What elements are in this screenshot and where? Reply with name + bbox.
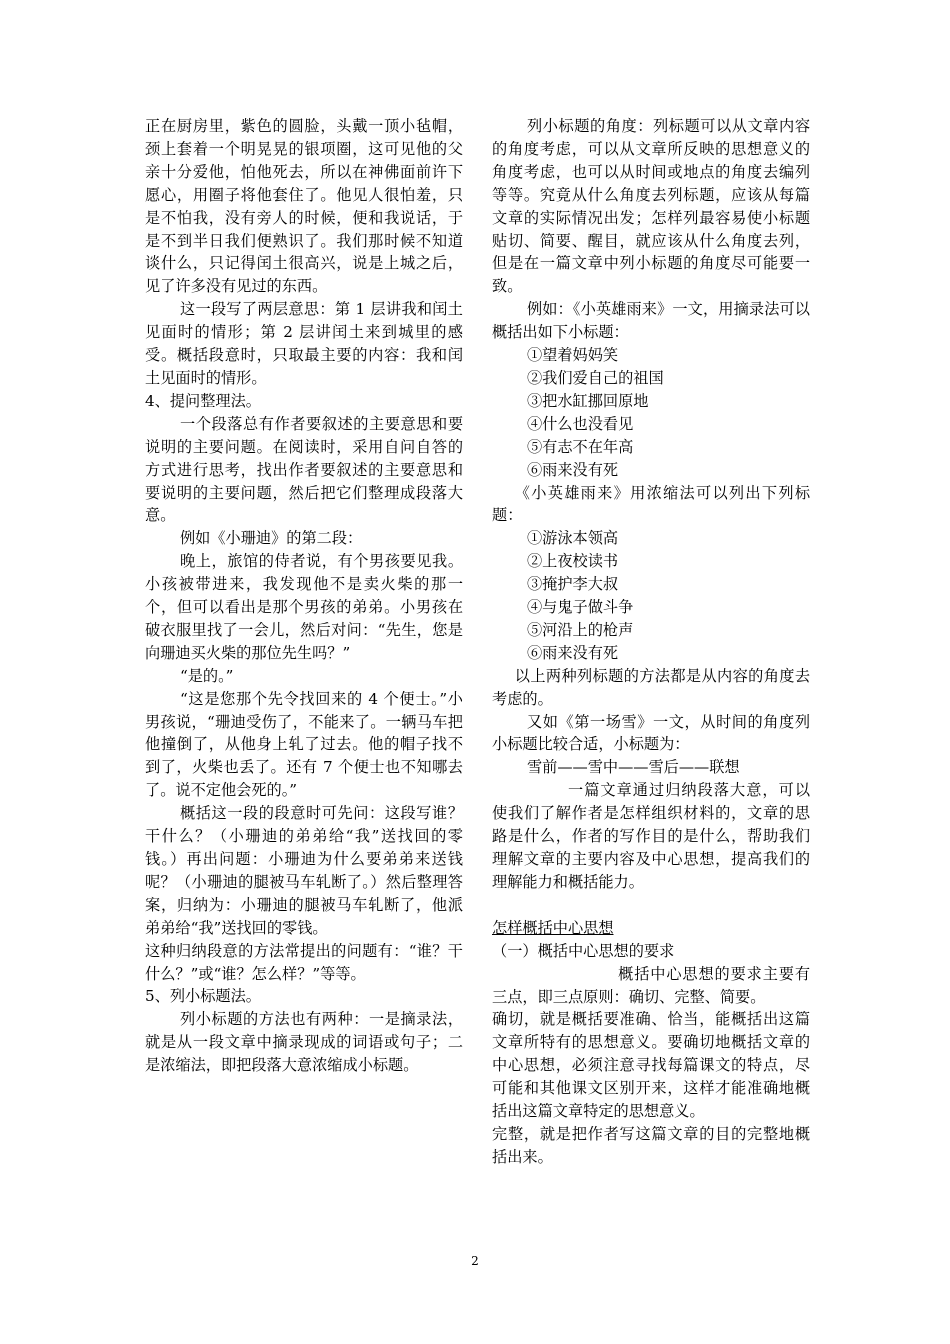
list-item: ⑥雨来没有死 (526, 643, 619, 662)
list-item: ⑥雨来没有死 (526, 460, 619, 479)
paragraph: 正在厨房里，紫色的圆脸，头戴一顶小毡帽，颈上套着一个明晃晃的银项圈，这可见他的父亲十分爱他，怕他死去，所以在神佛面前许下愿心，用圈子将他套住了。他见人很怕羞，只是不怕我，没有旁人的时候，便和我说话，于是不到半日我们便熟识了。我们那时候不知道谈什么，只记得闰土很高兴，说是上城之后，见了许多没有见过的东西。 (145, 117, 463, 296)
paragraph: 晚上，旅馆的侍者说，有个男孩要见我。小孩被带进来，我发现他不是卖火柴的那一个，但可以看出是那个男孩的弟弟。小男孩在破衣服里找了一会儿，然后对问：“先生，您是向珊迪买火柴的那位先生吗？” (145, 552, 463, 662)
paragraph: “这是您那个先令找回来的 4 个便士。”小男孩说，“珊迪受伤了，不能来了。一辆马车把他撞倒了，从他身上轧了过去。他的帽子找不到了，火柴也丢了。还有 7 个便士也不知哪去了。说不定他会死的。” (145, 689, 463, 800)
list-item: ②上夜校读书 (526, 552, 619, 571)
page-number: 2 (471, 1254, 479, 1268)
paragraph: 这一段写了两层意思：第 1 层讲我和闰土见面时的情形；第 2 层讲闰土来到城里的感受。概括段意时，只取最主要的内容：我和闰土见面时的情形。 (145, 300, 463, 387)
list-item: ①望着妈妈笑 (526, 346, 619, 365)
list-item: ②我们爱自己的祖国 (526, 368, 664, 387)
paragraph: 概括这一段的段意时可先问：这段写谁？干什么？（小珊迪的弟弟给“我”送找回的零钱。）再出问题：小珊迪为什么要弟弟来送钱呢？（小珊迪的腿被马车轧断了。）然后整理答案，归纳为：小珊迪的腿被马车轧断了，他派弟弟给“我”送找回的零钱。 (145, 804, 463, 937)
list-item: ④与鬼子做斗争 (526, 598, 634, 617)
paragraph: 一个段落总有作者要叙述的主要意思和要说明的主要问题。在阅读时，采用自问自答的方式进行思考，找出作者要叙述的主要意思和要说明的主要问题，然后把它们整理成段落大意。 (145, 414, 463, 525)
paragraph: 例如：《小英雄雨来》一文，用摘录法可以概括出如下小标题： (492, 300, 810, 342)
list-item: ⑤有志不在年高 (526, 437, 634, 456)
paragraph: 又如《第一场雪》一文，从时间的角度列小标题比较合适，小标题为： (492, 712, 810, 754)
spacer (492, 894, 810, 917)
paragraph: 概括中心思想的要求主要有三点，即三点原则：确切、完整、简要。 (492, 964, 810, 1006)
paragraph: “是的。” (179, 666, 234, 685)
paragraph: 《小英雄雨来》用浓缩法可以列出下列标题： (492, 483, 810, 525)
section-title: 怎样概括中心思想 (492, 918, 614, 937)
list-item: ⑤河沿上的枪声 (526, 620, 634, 639)
list-item: ③把水缸挪回原地 (526, 391, 649, 410)
paragraph: 例如《小珊迪》的第二段： (179, 529, 363, 548)
subsection-title: （一）概括中心思想的要求 (492, 941, 675, 960)
right-column (492, 115, 810, 1169)
list-item: ③掩护李大叔 (526, 575, 619, 594)
section-heading-4: 4、提问整理法。 (145, 391, 261, 410)
paragraph: 这种归纳段意的方法常提出的问题有：“谁？干什么？”或“谁？怎么样？”等等。 (145, 941, 463, 983)
paragraph: 列小标题的角度：列标题可以从文章内容的角度考虑，可以从文章所反映的思想意义的角度考虑，也可以从时间或地点的角度去编列等等。究竟从什么角度去列标题，应该从每篇文章的实际情况出发；怎样列最容易使小标题贴切、简要、醒目，就应该从什么角度去列，但是在一篇文章中列小标题的角度尽可能要一致。 (492, 117, 810, 296)
paragraph: 一篇文章通过归纳段落大意，可以使我们了解作者是怎样组织材料的，文章的思路是什么，作者的写作目的是什么，帮助我们理解文章的主要内容及中心思想，提高我们的理解能力和概括能力。 (492, 781, 810, 891)
section-heading-5: 5、列小标题法。 (145, 987, 261, 1006)
paragraph: 完整，就是把作者写这篇文章的目的完整地概括出来。 (492, 1124, 810, 1166)
paragraph: 以上两种列标题的方法都是从内容的角度去考虑的。 (492, 666, 810, 708)
left-column (145, 115, 463, 1077)
list-item: ④什么也没看见 (526, 414, 634, 433)
paragraph: 确切，就是概括要准确、恰当，能概括出这篇文章所特有的思想意义。要确切地概括文章的中心思想，必须注意寻找每篇课文的特点，尽可能和其他课文区别开来，这样才能准确地概括出这篇文章特定的思想意义。 (492, 1010, 810, 1121)
list-item: ①游泳本领高 (526, 529, 619, 548)
list-item: 雪前——雪中——雪后——联想 (526, 758, 740, 777)
paragraph: 列小标题的方法也有两种：一是摘录法，就是从一段文章中摘录现成的词语或句子；二是浓缩法，即把段落大意浓缩成小标题。 (145, 1010, 463, 1075)
